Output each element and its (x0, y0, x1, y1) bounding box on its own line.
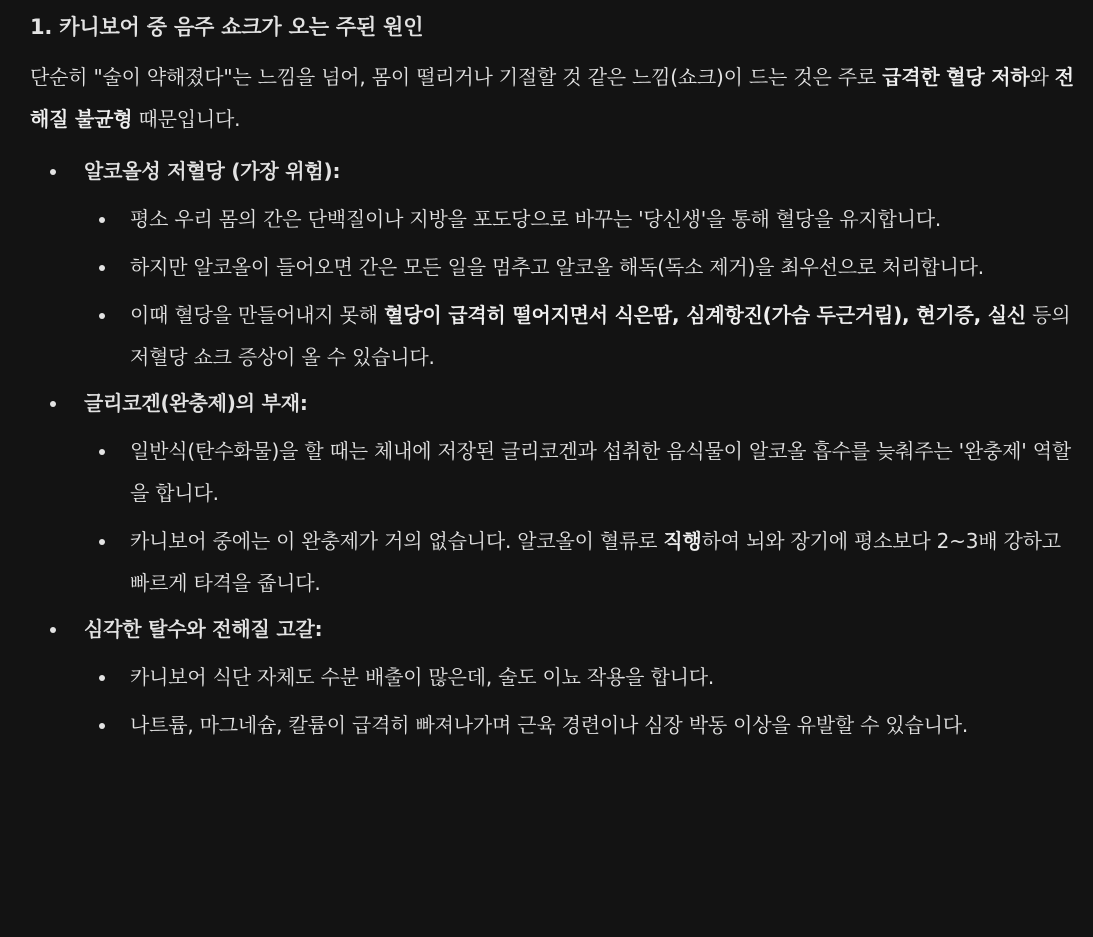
intro-bold-1: 급격한 혈당 저하 (882, 64, 1030, 89)
cause-item-glycogen (30, 388, 1074, 604)
list-item-text: 이때 혈당을 만들어내지 못해 (130, 302, 385, 327)
list-item (84, 294, 1074, 378)
cause-detail-list (84, 198, 1074, 378)
section-heading: 1. 카니보어 중 음주 쇼크가 오는 주된 원인 (30, 15, 424, 39)
cause-list (30, 156, 1074, 746)
cause-item-dehydration (30, 614, 1074, 746)
cause-title: 심각한 탈수와 전해질 고갈: (84, 616, 323, 641)
cause-title: 글리코겐(완충제)의 부재: (84, 390, 308, 415)
document-content (30, 12, 1074, 756)
intro-bold-2: 전해질 불균형 (30, 64, 1074, 131)
list-item (84, 520, 1074, 604)
list-item-text: 카니보어 식단 자체도 수분 배출이 많은데, 술도 이뇨 작용을 합니다. (130, 664, 714, 689)
list-item-text: 평소 우리 몸의 간은 단백질이나 지방을 포도당으로 바꾸는 '당신생'을 통해 혈당을 유지합니다. (130, 206, 942, 231)
list-item (84, 656, 1074, 698)
list-item (84, 704, 1074, 746)
list-item-text: 일반식(탄수화물)을 할 때는 체내에 저장된 글리코겐과 섭취한 음식물이 알코올 흡수를 늦춰주는 '완충제' 역할을 합니다. (130, 438, 1071, 505)
cause-detail-list (84, 430, 1074, 604)
list-item-text: 하여 뇌와 장기에 평소보다 2~3배 강하고 빠르게 타격을 줍니다. (130, 528, 1061, 595)
cause-detail-list (84, 656, 1074, 746)
intro-text-2: 와 (1029, 64, 1055, 89)
list-item-bold: 혈당이 급격히 떨어지면서 식은땀, 심계항진(가슴 두근거림), 현기증, 실신 (384, 302, 1026, 327)
cause-item-hypoglycemia (30, 156, 1074, 378)
intro-text-3: 때문입니다. (132, 106, 241, 131)
list-item (84, 246, 1074, 288)
list-item (84, 198, 1074, 240)
list-item-bold: 직행 (663, 528, 702, 553)
list-item-text: 등의 저혈당 쇼크 증상이 올 수 있습니다. (130, 302, 1071, 369)
cause-title: 알코올성 저혈당 (가장 위험): (84, 158, 341, 183)
intro-paragraph (30, 56, 1074, 140)
list-item-text: 카니보어 중에는 이 완충제가 거의 없습니다. 알코올이 혈류로 (130, 528, 664, 553)
list-item (84, 430, 1074, 514)
list-item-text: 하지만 알코올이 들어오면 간은 모든 일을 멈추고 알코올 해독(독소 제거)을 최우선으로 처리합니다. (130, 254, 984, 279)
intro-text-1: 단순히 "술이 약해졌다"는 느낌을 넘어, 몸이 떨리거나 기절할 것 같은 느낌(쇼크)이 드는 것은 주로 (30, 64, 883, 89)
list-item-text: 나트륨, 마그네슘, 칼륨이 급격히 빠져나가며 근육 경련이나 심장 박동 이상을 유발할 수 있습니다. (130, 712, 969, 737)
